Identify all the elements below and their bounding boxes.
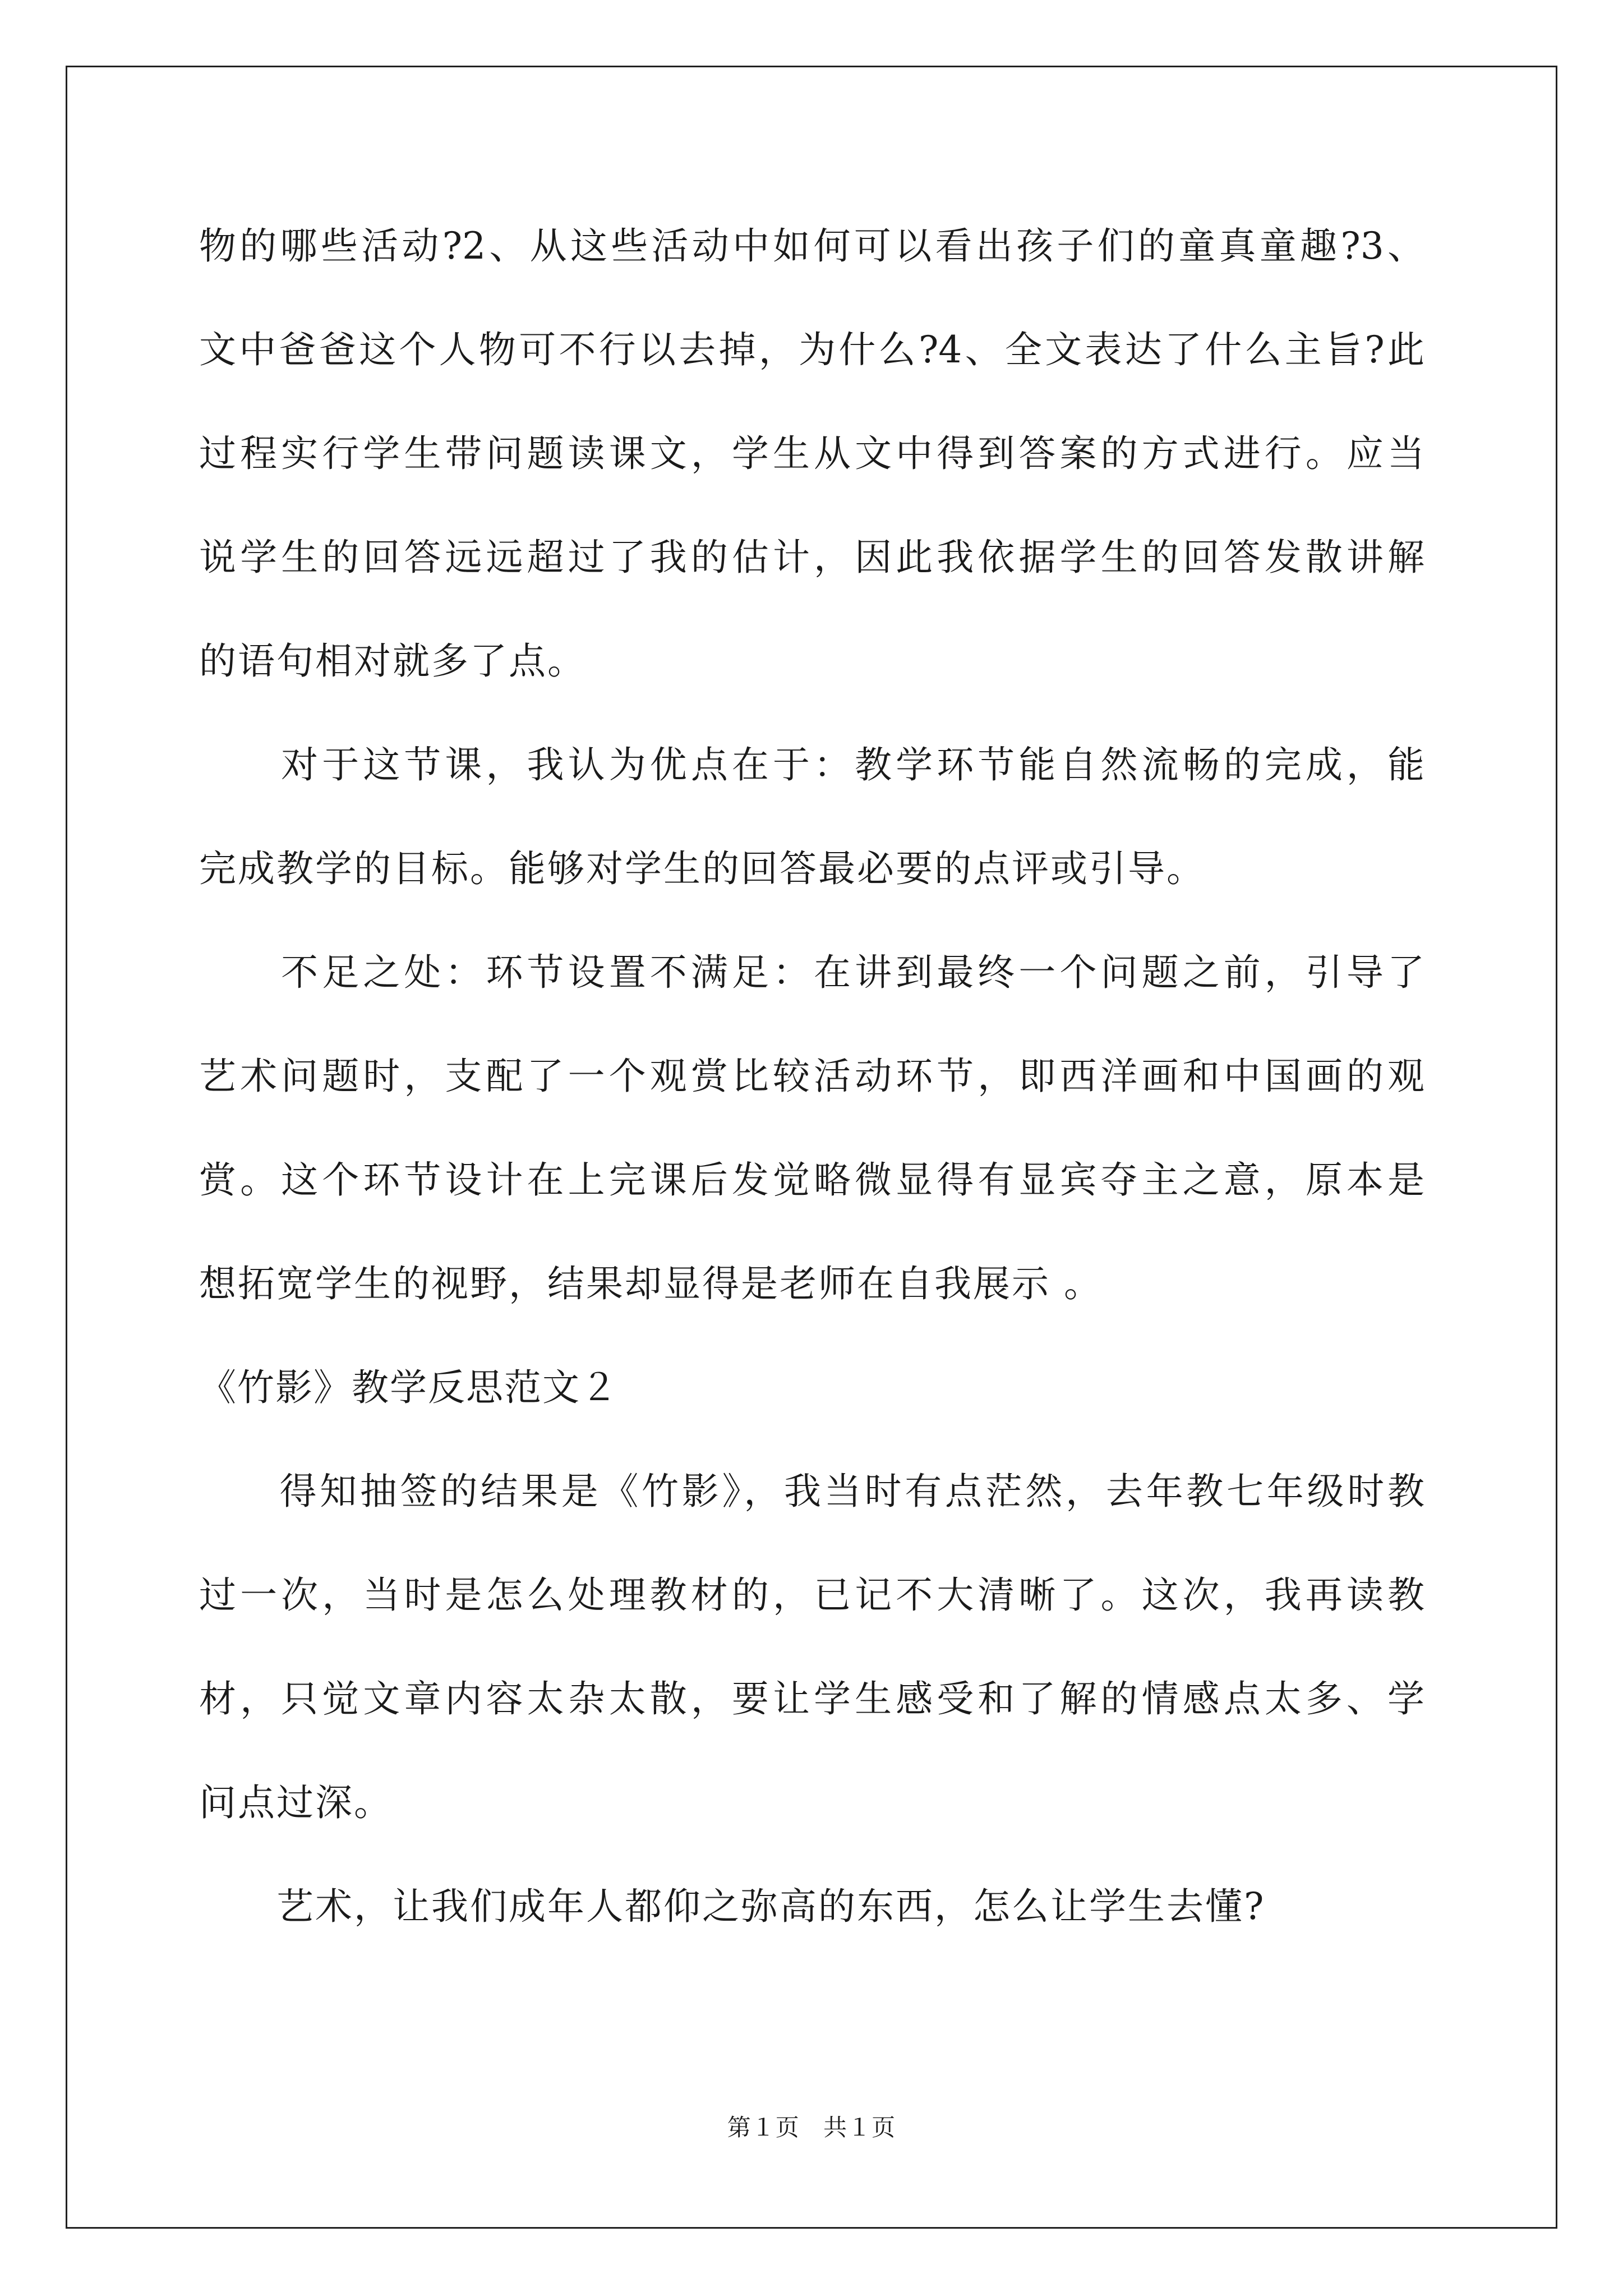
section-heading: 《竹影》教学反思范文２ [199,1366,619,1409]
text-line: 艺术，让我们成年人都仰之弥高的东西，怎么让学生去懂? [199,1885,1266,1928]
text-line: 的语句相对就多了点。 [199,639,586,683]
page-total: 共１页 [823,2114,896,2141]
text-line: 过一次，当时是怎么处理教材的，已记不大清晰了。这次，我再读教 [199,1573,1424,1617]
text-line: 不足之处：环节设置不满足：在讲到最终一个问题之前，引导了 [199,951,1424,994]
text-line: 想拓宽学生的视野，结果却显得是老师在自我展示 。 [199,1262,1103,1305]
document-body [199,209,1424,1973]
text-line: 过程实行学生带问题读课文，学生从文中得到答案的方式进行。应当 [199,432,1424,475]
text-line: 艺术问题时，支配了一个观赏比较活动环节，即西洋画和中国画的观 [199,1055,1424,1098]
page-footer [0,2109,1623,2143]
text-line: 完成教学的目标。能够对学生的回答最必要的点评或引导。 [199,847,1205,890]
text-line: 文中爸爸这个人物可不行以去掉，为什么?4、全文表达了什么主旨?此 [199,328,1424,371]
text-line: 物的哪些活动?2、从这些活动中如何可以看出孩子们的童真童趣?3、 [199,224,1424,268]
page-number: 第１页 [727,2114,800,2141]
text-line: 材，只觉文章内容太杂太散，要让学生感受和了解的情感点太多、学 [199,1677,1424,1720]
text-line: 对于这节课，我认为优点在于：教学环节能自然流畅的完成，能 [199,743,1424,786]
text-line: 得知抽签的结果是《竹影》，我当时有点茫然，去年教七年级时教 [199,1470,1424,1513]
text-line: 赏。这个环节设计在上完课后发觉略微显得有显宾夺主之意，原本是 [199,1158,1424,1202]
text-line: 说学生的回答远远超过了我的估计，因此我依据学生的回答发散讲解 [199,536,1424,579]
text-line: 问点过深。 [199,1781,393,1824]
